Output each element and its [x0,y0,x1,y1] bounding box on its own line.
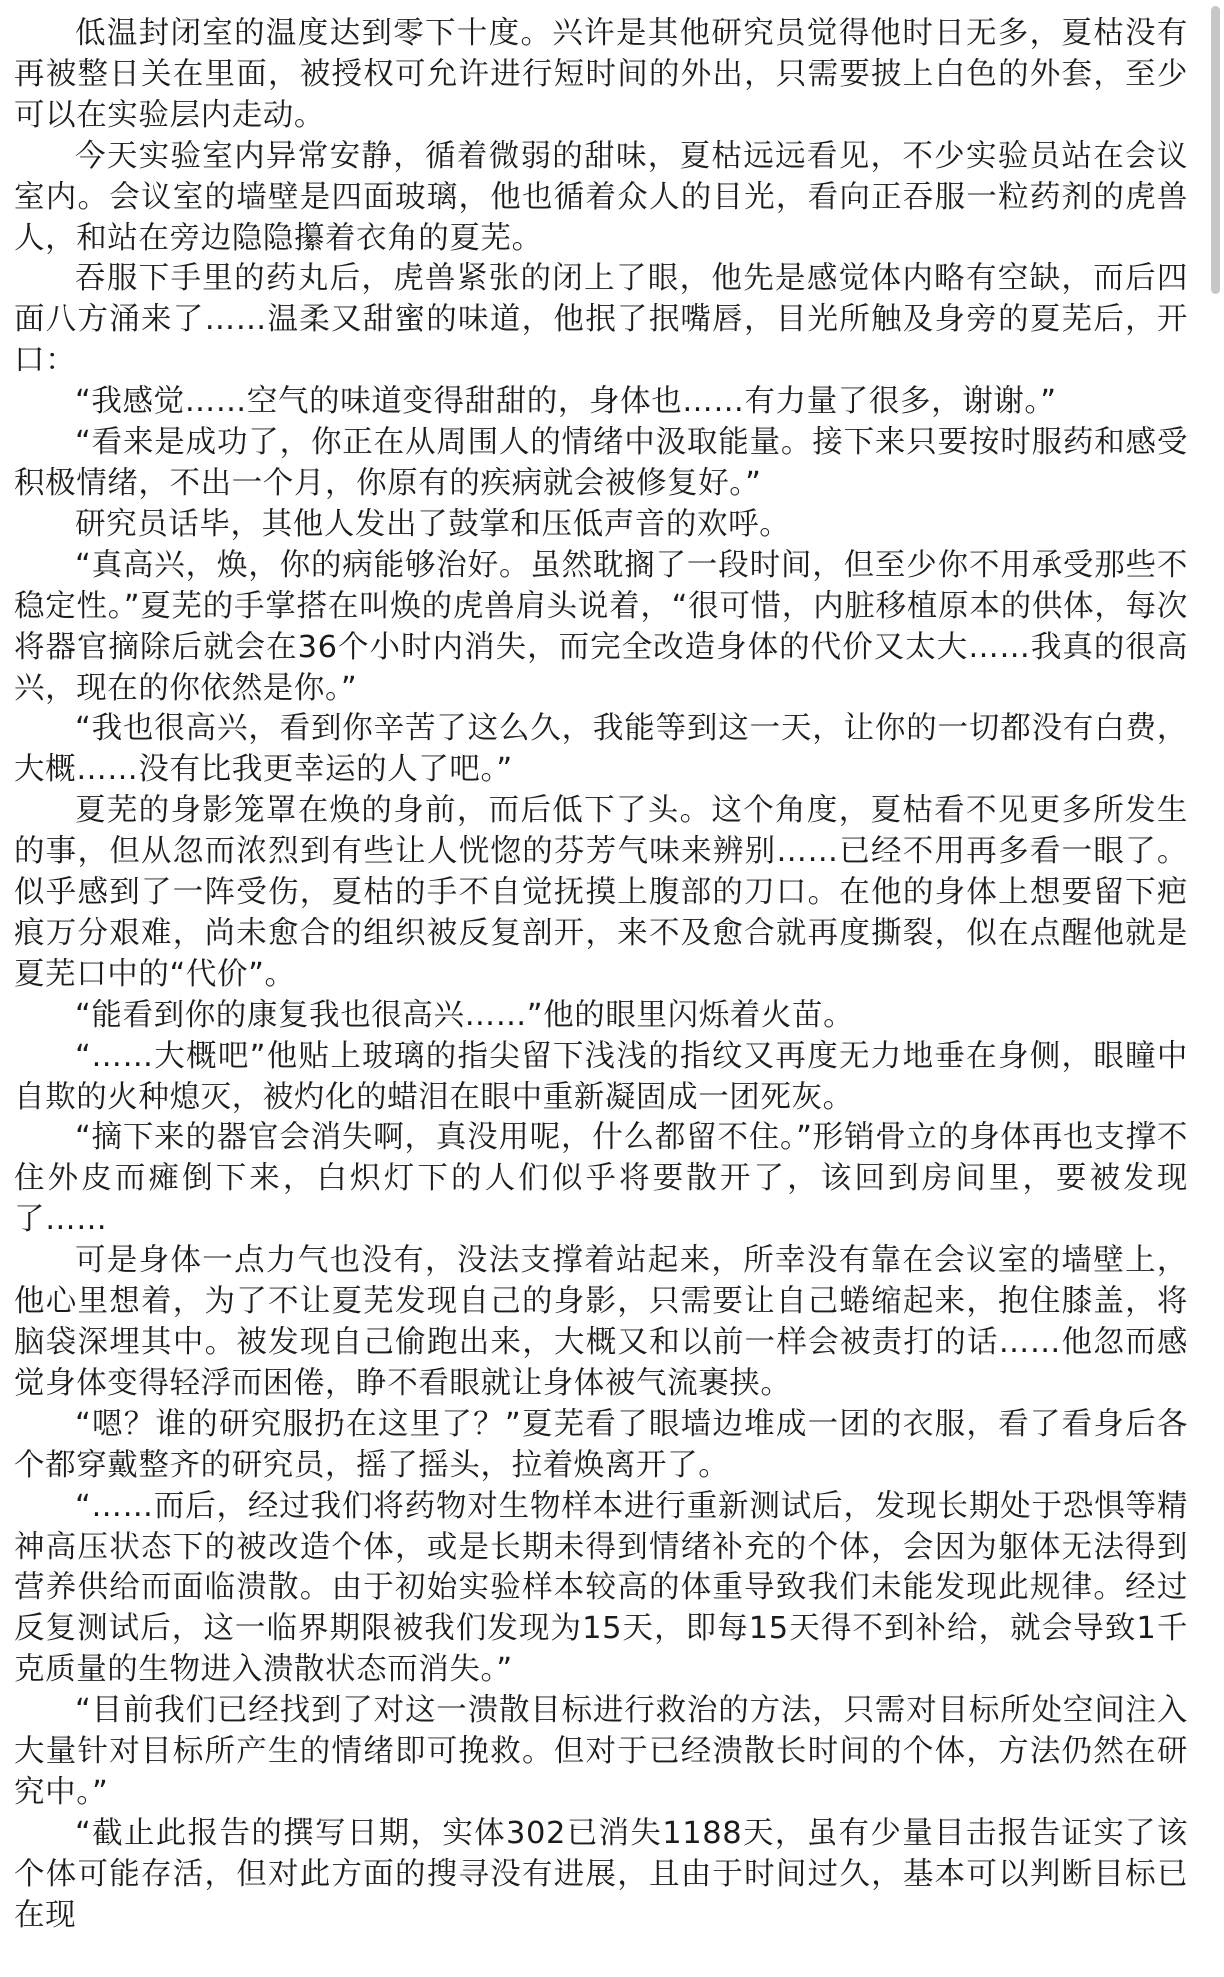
paragraph: “目前我们已经找到了对这一溃散目标进行救治的方法，只需对目标所处空间注入大量针对目标所产生的情绪即可挽救。但对于已经溃散长时间的个体，方法仍然在研究中。” [14,1693,1188,1810]
paragraph: “嗯？谁的研究服扔在这里了？”夏芜看了眼墙边堆成一团的衣服，看了看身后各个都穿戴整齐的研究员，摇了摇头，拉着焕离开了。 [14,1406,1188,1483]
paragraph: “……大概吧”他贴上玻璃的指尖留下浅浅的指纹又再度无力地垂在身侧，眼瞳中自欺的火种熄灭，被灼化的蜡泪在眼中重新凝固成一团死灰。 [14,1038,1188,1115]
paragraph: 夏芜的身影笼罩在焕的身前，而后低下了头。这个角度，夏枯看不见更多所发生的事，但从忽而浓烈到有些让人恍惚的芬芳气味来辨别……已经不用再多看一眼了。似乎感到了一阵受伤，夏枯的手不自觉抚摸上腹部的刀口。在他的身体上想要留下疤痕万分艰难，尚未愈合的组织被反复剖开，来不及愈合就再度撕裂，似在点醒他就是夏芜口中的“代价”。 [14,793,1188,992]
document-body [14,14,1188,1937]
paragraph: “截止此报告的撰写日期，实体302已消失1188天，虽有少量目击报告证实了该个体可能存活，但对此方面的搜寻没有进展，且由于时间过久，基本可以判断目标已在现 [14,1815,1188,1933]
paragraph: 低温封闭室的温度达到零下十度。兴许是其他研究员觉得他时日无多，夏枯没有再被整日关在里面，被授权可允许进行短时间的外出，只需要披上白色的外套，至少可以在实验层内走动。 [14,16,1188,133]
vertical-scrollbar[interactable] [1200,0,1224,1977]
paragraph: “……而后，经过我们将药物对生物样本进行重新测试后，发现长期处于恐惧等精神高压状态下的被改造个体，或是长期未得到情绪补充的个体，会因为躯体无法得到营养供给而面临溃散。由于初始实验样本较高的体重导致我们未能发现此规律。经过反复测试后，这一临界期限被我们发现为15天，即每15天得不到补给，就会导致1千克质量的生物进入溃散状态而消失。” [14,1488,1188,1688]
paragraph: 吞服下手里的药丸后，虎兽紧张的闭上了眼，他先是感觉体内略有空缺，而后四面八方涌来了……温柔又甜蜜的味道，他抿了抿嘴唇，目光所触及身旁的夏芜后，开口： [14,261,1188,379]
paragraph: “摘下来的器官会消失啊，真没用呢，什么都留不住。”形销骨立的身体再也支撑不住外皮而瘫倒下来，白炽灯下的人们似乎将要散开了，该回到房间里，要被发现了…… [14,1120,1188,1238]
paragraph: “我也很高兴，看到你辛苦了这么久，我能等到这一天，让你的一切都没有白费，大概……没有比我更幸运的人了吧。” [14,711,1188,788]
paragraph: “我感觉……空气的味道变得甜甜的，身体也……有力量了很多，谢谢。” [75,384,1057,420]
paragraph: 研究员话毕，其他人发出了鼓掌和压低声音的欢呼。 [75,506,791,542]
paragraph: 今天实验室内异常安静，循着微弱的甜味，夏枯远远看见，不少实验员站在会议室内。会议室的墙壁是四面玻璃，他也循着众人的目光，看向正吞服一粒药剂的虎兽人，和站在旁边隐隐攥着衣角的夏芜。 [14,138,1188,256]
paragraph: “真高兴，焕，你的病能够治好。虽然耽搁了一段时间，但至少你不用承受那些不稳定性。”夏芜的手掌搭在叫焕的虎兽肩头说着，“很可惜，内脏移植原本的供体，每次将器官摘除后就会在36个小时内消失，而完全改造身体的代价又太大……我真的很高兴，现在的你依然是你。” [14,547,1188,706]
paragraph: 可是身体一点力气也没有，没法支撑着站起来，所幸没有靠在会议室的墙壁上，他心里想着，为了不让夏芜发现自己的身影，只需要让自己蜷缩起来，抱住膝盖，将脑袋深埋其中。被发现自己偷跑出来，大概又和以前一样会被责打的话……他忽而感觉身体变得轻浮而困倦，睁不看眼就让身体被气流裹挟。 [14,1243,1188,1401]
paragraph: “看来是成功了，你正在从周围人的情绪中汲取能量。接下来只要按时服药和感受积极情绪，不出一个月，你原有的疾病就会被修复好。” [14,425,1188,501]
scrollbar-thumb[interactable] [1211,6,1220,294]
paragraph: “能看到你的康复我也很高兴……”他的眼里闪烁着火苗。 [75,997,855,1033]
